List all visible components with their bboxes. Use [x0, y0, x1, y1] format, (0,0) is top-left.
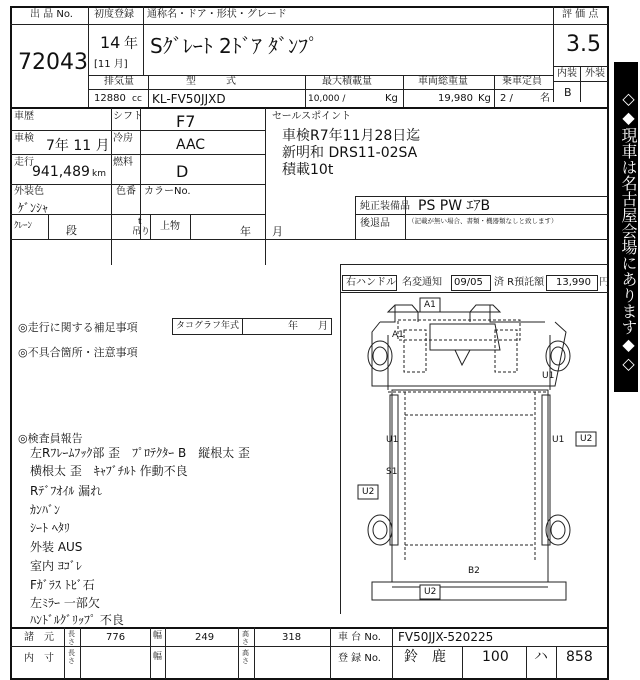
inner-dim-label: 内 寸 [24, 653, 54, 664]
inner-width-label: 幅 [153, 652, 163, 662]
inspector-line-4: ｶﾝﾊﾞﾝ [30, 503, 61, 517]
registration-label: 登 録 No. [338, 653, 381, 664]
inner-length-label: 長さ [68, 649, 75, 665]
first-reg-label: 初度登録 [94, 9, 134, 20]
sales-point-label: セールスポイント [272, 111, 352, 122]
inner-height-label: 高さ [242, 649, 249, 665]
length-value: 776 [106, 632, 126, 643]
inspector-line-9: 左ﾐﾗｰ 一部欠 [30, 596, 100, 610]
displacement-unit: cc [132, 94, 142, 104]
inspector-line-5: ｼｰﾄ ﾍﾀﾘ [30, 521, 70, 535]
crane-ton: t [138, 217, 142, 227]
right-hand-drive: 右ハンドル [346, 277, 396, 288]
chassis-value: FV50JJX-520225 [398, 630, 494, 644]
capacity-value: 2 / [500, 93, 513, 104]
inspector-report-label: ◎検査員報告 [18, 432, 83, 445]
venue-notice-banner: ◇◆現車は名古屋会場にあります◆◇ [614, 62, 638, 392]
lot-number: 72043 [18, 50, 88, 75]
height-value: 318 [282, 632, 302, 643]
specs-label: 諸 元 [24, 632, 54, 643]
crane-stage: 段 [66, 224, 77, 237]
inspector-line-2: 横根太 歪 ｷｬﾌﾞﾁﾙﾄ 作動不良 [30, 464, 188, 478]
gross-weight-label: 車両総重量 [418, 76, 468, 87]
reg-year-unit: 年 [124, 36, 138, 52]
tachograph-label: タコグラフ年式 [176, 321, 240, 331]
diagram-label-s1: S1 [386, 467, 398, 477]
diagram-label-b2: B2 [468, 566, 480, 576]
diagram-label-u2-right: U2 [580, 434, 593, 444]
capacity-label: 乗車定員 [502, 76, 542, 87]
genuine-equipment-value: PS PW ｴｱB [418, 198, 491, 214]
model-label: 型 式 [186, 76, 236, 87]
inspection-label: 車検 [14, 133, 34, 144]
mileage-label: 走行 [14, 157, 34, 168]
inspector-line-3: Rﾃﾞﾌｵｲﾙ 漏れ [30, 484, 103, 498]
crane-label: ｸﾚｰﾝ [14, 221, 33, 231]
ext-color-label: 外装色 [14, 186, 44, 197]
diagram-label-u2-left: U2 [362, 487, 375, 497]
vehicle-name: Sｸﾞﾚｰﾄ 2ﾄﾞｱ ﾀﾞﾝﾌﾟ [150, 34, 319, 58]
aftermarket-label: 後退品 [360, 218, 390, 229]
color-code-label: カラーNo. [144, 186, 191, 197]
registration-number: 858 [566, 649, 593, 665]
tachograph-year: 年 [288, 321, 298, 332]
recycle-unit: 円 [599, 277, 609, 288]
gross-weight-unit: Kg [478, 93, 491, 104]
gross-weight-value: 19,980 [438, 93, 473, 104]
registration-area: 鈴 鹿 [404, 649, 446, 665]
rating-label: 評 価 点 [562, 9, 599, 20]
rating-score: 3.5 [566, 32, 601, 57]
diagram-label-u2-bottom: U2 [424, 587, 437, 597]
width-label: 幅 [153, 631, 163, 641]
inspector-line-6: 外装 AUS [30, 540, 83, 554]
genuine-equipment-label: 純正装備品 [360, 201, 410, 212]
mileage-value: 941,489 [32, 164, 90, 180]
sales-point-line-2: 新明和 DRS11-02SA [282, 145, 418, 161]
inspection-value: 7年 11 月 [46, 138, 110, 154]
diagram-label-u1-front-right: U1 [542, 371, 555, 381]
name-change-value: 09/05 [454, 277, 483, 288]
interior-grade: B [564, 86, 572, 99]
capacity-unit: 名 [540, 93, 550, 104]
inspector-line-1: 左Rﾌﾚｰﾑﾌｯｸ部 歪 ﾌﾟﾛﾃｸﾀｰ B 縦根太 歪 [30, 446, 251, 460]
diagram-label-a1-box: A1 [424, 300, 436, 310]
color-no-label: 色番 [116, 186, 136, 197]
recycle-label: 済 R預託額 [494, 277, 545, 288]
diagram-label-u1-right: U1 [552, 435, 565, 445]
height-label: 高さ [242, 630, 249, 646]
inspector-line-7: 室内 ﾖｺﾞﾚ [30, 559, 82, 573]
sales-point-line-1: 車検R7年11月28日迄 [282, 128, 421, 144]
aircon-value: AAC [176, 137, 206, 153]
vehicle-name-label: 通称名・ドア・形状・グレード [147, 9, 287, 20]
shift-label: シフト [113, 111, 143, 122]
mount-year: 年 [240, 225, 251, 238]
max-load-value: 10,000 / [308, 94, 346, 104]
mileage-unit: km [92, 169, 106, 179]
max-load-unit: Kg [385, 93, 398, 104]
recycle-amount: 13,990 [556, 277, 591, 288]
max-load-label: 最大積載量 [322, 76, 372, 87]
tachograph-month: 月 [318, 321, 328, 332]
length-label: 長さ [68, 630, 75, 646]
history-label: 車歴 [14, 111, 34, 122]
displacement-label: 排気量 [104, 76, 134, 87]
mount-label: 上物 [160, 221, 180, 232]
fuel-value: D [176, 162, 189, 181]
registration-kana: ハ [534, 649, 548, 665]
inspector-line-8: Fｶﾞﾗｽ ﾄﾋﾞ石 [30, 578, 95, 592]
displacement-value: 12880 [94, 93, 126, 104]
truck-damage-diagram [342, 292, 610, 612]
mount-month: 月 [272, 225, 283, 238]
crane-hang: 吊り [132, 227, 151, 237]
diagram-label-u1-left: U1 [386, 435, 399, 445]
aftermarket-note: （記載が無い場合、書類・機器類なしと致します） [408, 217, 558, 225]
ext-color-value: ｹﾞﾝｼｬ [18, 201, 49, 215]
diagram-label-a1: A1 [392, 330, 404, 340]
reg-year: 14 [100, 33, 121, 52]
inspector-line-10: ﾊﾝﾄﾞﾙｸﾞﾘｯﾌﾟ 不良 [30, 613, 124, 627]
defects-label: ◎不具合箇所・注意事項 [18, 346, 138, 359]
sales-point-line-3: 積載10t [282, 162, 334, 178]
registration-class: 100 [482, 649, 509, 665]
name-change-label: 名変通知 [402, 277, 442, 288]
width-value: 249 [195, 632, 215, 643]
exterior-label: 外装 [585, 68, 605, 79]
chassis-label: 車 台 No. [338, 632, 381, 643]
interior-label: 内装 [557, 68, 577, 79]
fuel-label: 燃料 [113, 157, 133, 168]
driving-notes-label: ◎走行に関する補足事項 [18, 321, 138, 334]
shift-value: F7 [176, 112, 196, 131]
reg-month: [11 月] [94, 59, 128, 70]
model-value: KL-FV50JJXD [152, 92, 226, 106]
aircon-label: 冷房 [113, 133, 133, 144]
lot-no-label: 出 品 No. [30, 9, 73, 20]
